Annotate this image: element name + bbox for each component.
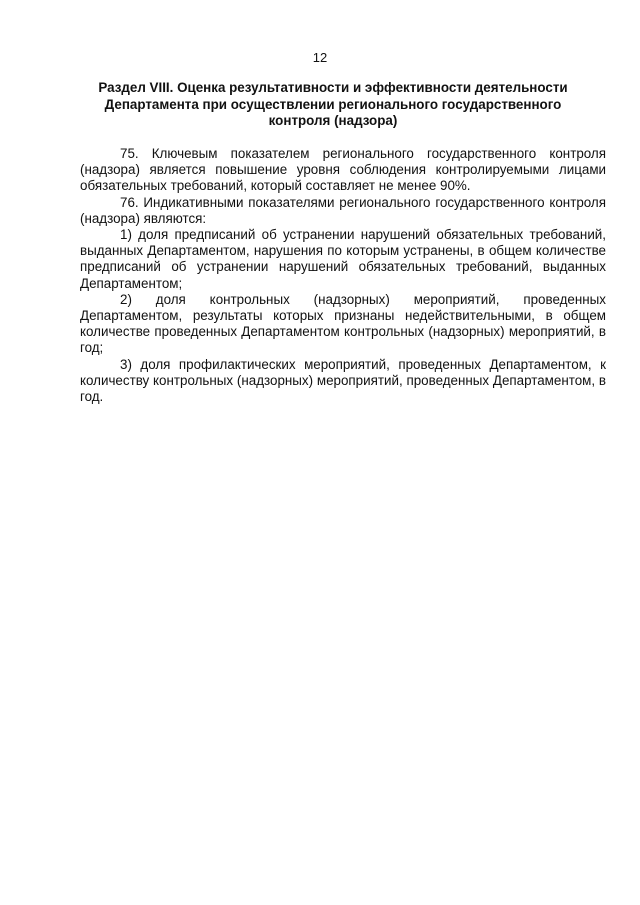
section-heading-line: Департамента при осуществлении регионального государственного [104,96,562,112]
list-item-1: 1) доля предписаний об устранении нарушений обязательных требований, выданных Департаментом, нарушения по которым устранены, в общем количестве предписаний об устранении нарушений обязательных требований, выданных Департаментом; [80,227,606,291]
page-number: 12 [312,50,328,65]
paragraph-75: 75. Ключевым показателем регионального государственного контроля (надзора) является повышение уровня соблюдения контролируемыми лицами обязательных требований, который составляет не менее 90%. [80,146,606,194]
list-item-3: 3) доля профилактических мероприятий, проведенных Департаментом, к количеству контрольных (надзорных) мероприятий, проведенных Департаментом, в год. [80,356,606,405]
section-heading [80,80,586,130]
paragraph-76: 76. Индикативными показателями регионального государственного контроля (надзора) являются: [80,194,606,226]
section-heading-line: Раздел VIII. Оценка результативности и эффективности деятельности [98,80,568,95]
section-heading-line: контроля (надзора) [268,113,398,128]
list-item-2: 2) доля контрольных (надзорных) мероприятий, проведенных Департаментом, результаты которых признаны недействительными, в общем количестве проведенных Департаментом контрольных (надзорных) мероприятий, в год; [80,291,606,356]
section-body [80,146,606,405]
